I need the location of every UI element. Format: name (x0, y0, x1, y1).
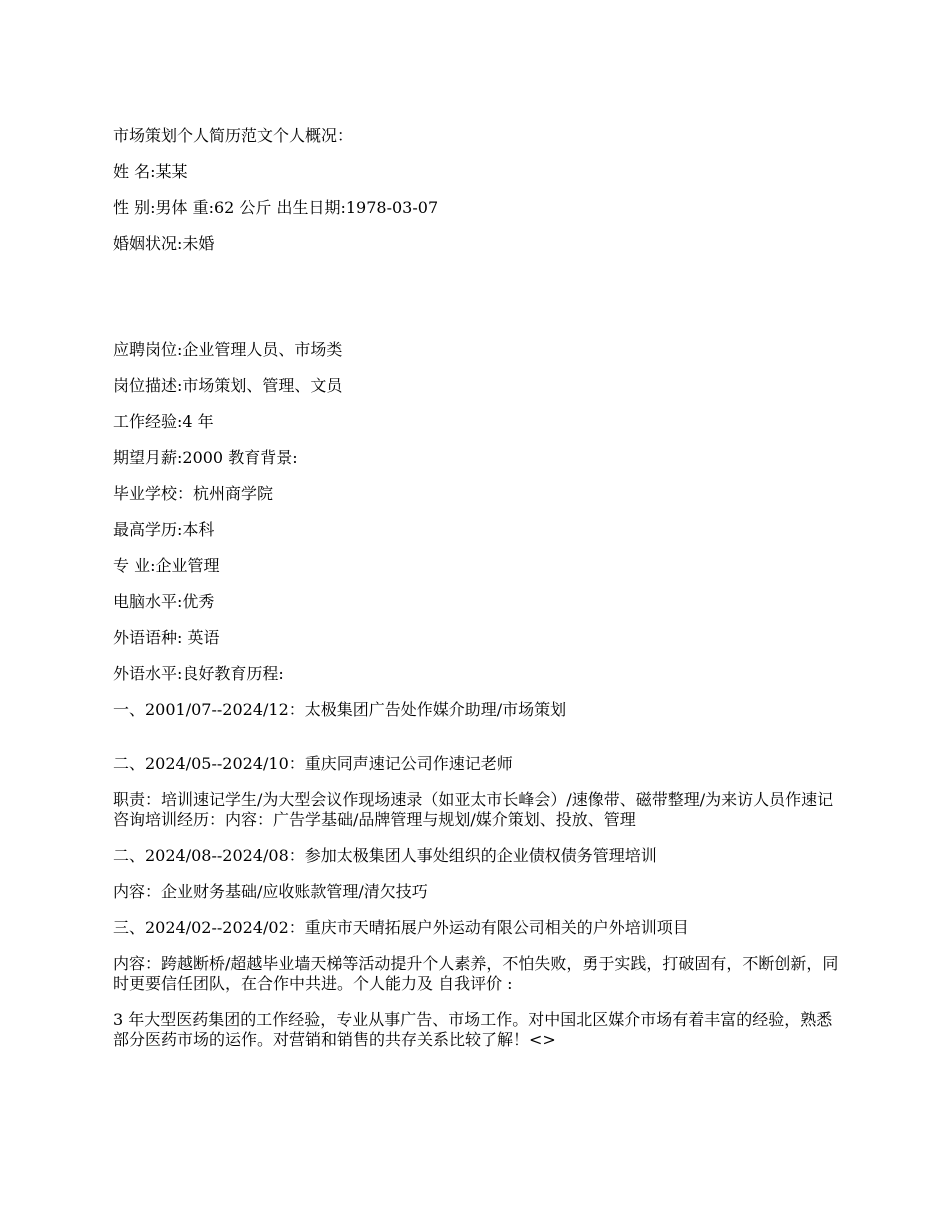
major-line: 专 业:企业管理 (113, 556, 220, 575)
document-body (113, 126, 843, 1066)
training-content-1: 内容：企业财务基础/应收账款管理/清欠技巧 (113, 882, 428, 901)
training-item-2: 三、2024/02--2024/02：重庆市天晴拓展户外运动有限公司相关的户外培训项目 (113, 918, 689, 937)
gender-weight-birth-line: 性 别:男体 重:62 公斤 出生日期:1978-03-07 (113, 198, 439, 217)
self-evaluation-paragraph: 3 年大型医药集团的工作经验，专业从事广告、市场工作。对中国北区媒介市场有着丰富的经验，熟悉部分医药市场的运作。对营销和销售的共存关系比较了解！<> (113, 1010, 833, 1049)
foreign-language-line: 外语语种: 英语 (113, 628, 220, 647)
training-content-2: 内容：跨越断桥/超越毕业墙天梯等活动提升个人素养，不怕失败，勇于实践，打破固有，不断创新，同时更要信任团队，在合作中共进。个人能力及 自我评价 : (113, 954, 839, 993)
duties-paragraph: 职责：培训速记学生/为大型会议作现场速录（如亚太市长峰会）/速像带、磁带整理/为来访人员作速记咨询培训经历：内容：广告学基础/品牌管理与规划/媒介策划、投放、管理 (113, 790, 834, 829)
degree-line: 最高学历:本科 (113, 520, 215, 539)
work-experience-line: 工作经验:4 年 (113, 412, 214, 431)
computer-level-line: 电脑水平:优秀 (113, 592, 215, 611)
training-item-1: 二、2024/08--2024/08：参加太极集团人事处组织的企业债权债务管理培训 (113, 846, 657, 865)
school-line: 毕业学校：杭州商学院 (113, 484, 274, 503)
experience-item-1: 一、2001/07--2024/12：太极集团广告处作媒介助理/市场策划 (113, 700, 567, 719)
expected-salary-line: 期望月薪:2000 教育背景: (113, 448, 298, 467)
language-level-line: 外语水平:良好教育历程: (113, 664, 284, 683)
name-line: 姓 名:某某 (113, 162, 188, 181)
position-applied-line: 应聘岗位:企业管理人员、市场类 (113, 340, 343, 359)
position-description-line: 岗位描述:市场策划、管理、文员 (113, 376, 343, 395)
resume-title: 市场策划个人简历范文个人概况： (113, 126, 354, 145)
marital-status-line: 婚姻状况:未婚 (113, 234, 215, 253)
experience-item-2: 二、2024/05--2024/10：重庆同声速记公司作速记老师 (113, 754, 513, 773)
